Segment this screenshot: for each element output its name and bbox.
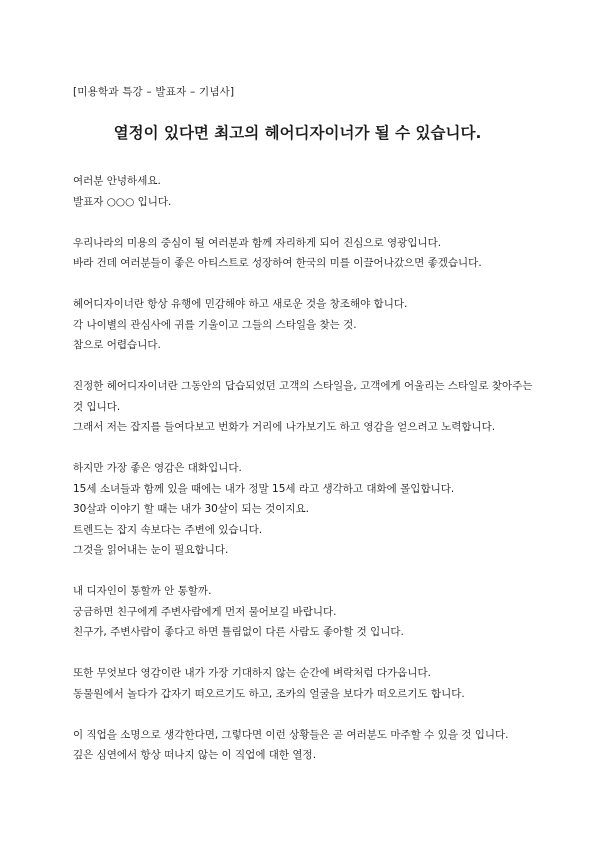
text-line: 우리나라의 미용의 중심이 될 여러분과 함께 자리하게 되어 진심으로 영광입니다. [73,236,442,249]
text-line: 또한 무엇보다 영감이란 내가 가장 기대하지 않는 순간에 벼락처럼 다가옵니다. [73,667,431,679]
text-line: 친구가, 주변사람이 좋다고 하면 틀림없이 다른 사람도 좋아할 것 입니다. [73,626,404,638]
paragraph-passion [73,725,533,766]
text-line: 헤어디자이너란 항상 유행에 민감해야 하고 새로운 것을 창조해야 합니다. [73,298,408,310]
document-title: 열정이 있다면 최고의 헤어디자이너가 될 수 있습니다. [113,124,482,142]
paragraph-design-feedback [73,581,533,643]
text-line: 그래서 저는 잡지를 들여다보고 번화가 거리에 나가보기도 하고 영감을 얻으려고 노력합니다. [73,421,496,433]
text-line: 발표자 ○○○ 입니다. [73,195,172,208]
text-line: 그것을 읽어내는 눈이 필요합니다. [73,544,229,556]
text-line: 15세 소녀들과 함께 있을 때에는 내가 정말 15세 라고 생각하고 대화에 몰입합니다. [73,482,455,495]
text-line: 참으로 어렵습니다. [73,339,161,351]
paragraph-hair-designer [73,294,533,356]
paragraph-sudden-inspiration [73,663,533,704]
text-line: 30살과 이야기 할 때는 내가 30살이 되는 것이지요. [73,503,309,515]
text-line: 하지만 가장 좋은 영감은 대화입니다. [73,462,242,474]
text-line: 내 디자인이 통할까 안 통할까. [73,585,212,597]
text-line: 트렌드는 잡지 속보다는 주변에 있습니다. [73,523,263,536]
text-line: 이 직업을 소명으로 생각한다면, 그렇다면 이런 상황들은 곧 여러분도 마주할 수 있을 것 입니다. [73,728,509,741]
paragraph-inspiration [73,458,533,561]
text-line: 각 나이별의 관심사에 귀를 기울이고 그들의 스타일을 찾는 것. [73,318,357,331]
header-tag: [미용학과 특강 – 발표자 – 기념사] [73,86,235,98]
paragraph-true-designer [73,376,533,438]
text-line: 여러분 안녕하세요. [73,175,161,187]
document-body [73,171,533,786]
paragraph-greeting [73,171,533,212]
text-line: 동물원에서 놀다가 갑자기 떠오르기도 하고, 조카의 얼굴을 보다가 떠오르기도 합니다. [73,687,465,700]
text-line: 바라 건데 여러분들이 좋은 아티스트로 성장하여 한국의 미를 이끌어나갔으면 좋겠습니다. [73,257,482,269]
text-line: 진정한 헤어디자이너란 그동안의 답습되었던 고객의 스타일을, 고객에게 어울리는 스타일로 찾아주는것 입니다. [73,380,533,413]
text-line: 궁금하면 친구에게 주변사람에게 먼저 물어보길 바랍니다. [73,605,337,618]
text-line: 깊은 심연에서 항상 떠나지 않는 이 직업에 대한 열정. [73,749,317,761]
paragraph-honor [73,233,533,274]
